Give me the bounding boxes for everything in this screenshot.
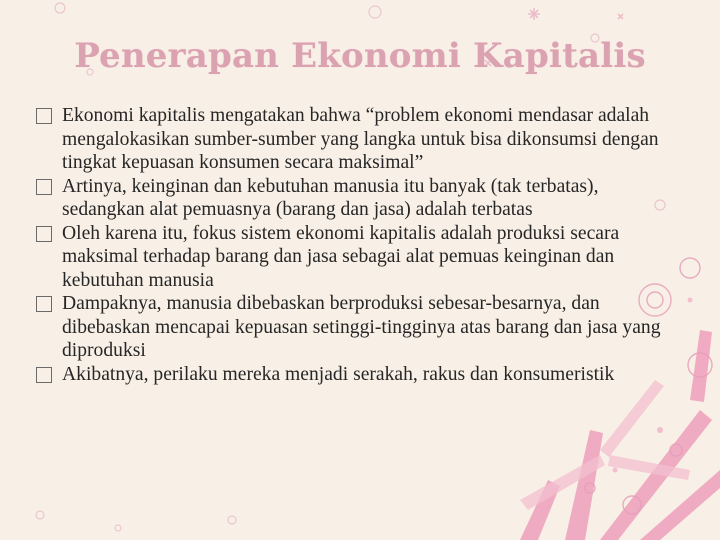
hollow-square-icon [36,367,52,383]
bullet-text: Akibatnya, perilaku mereka menjadi serakah, rakus dan konsumeristik [62,363,615,385]
hollow-square-icon [36,296,52,312]
slide-title: Penerapan Ekonomi Kapitalis [74,36,646,76]
bullet-item [34,363,664,387]
bullet-text: Dampaknya, manusia dibebaskan berproduksi sebesar-besarnya, dan dibebaskan mencapai kepuasan setinggi-tingginya atas barang dan jasa yang diproduksi [62,293,661,361]
hollow-square-icon [36,108,52,124]
bullet-list [34,104,664,386]
bullet-item [34,104,664,175]
bullet-item [34,222,664,293]
hollow-square-icon [36,226,52,242]
bullet-text: Ekonomi kapitalis mengatakan bahwa “problem ekonomi mendasar adalah mengalokasikan sumber-sumber yang langka untuk bisa dikonsumsi dengan tingkat kepuasan konsumen secara maksimal” [62,105,659,173]
bullet-item [34,292,664,363]
hollow-square-icon [36,179,52,195]
bullet-item [34,175,664,222]
bullet-text: Oleh karena itu, fokus sistem ekonomi kapitalis adalah produksi secara maksimal terhadap barang dan jasa sebagai alat pemuas keinginan dan kebutuhan manusia [62,222,620,291]
bullet-text: Artinya, keinginan dan kebutuhan manusia itu banyak (tak terbatas), sedangkan alat pemuasnya (barang dan jasa) adalah terbatas [62,175,599,220]
